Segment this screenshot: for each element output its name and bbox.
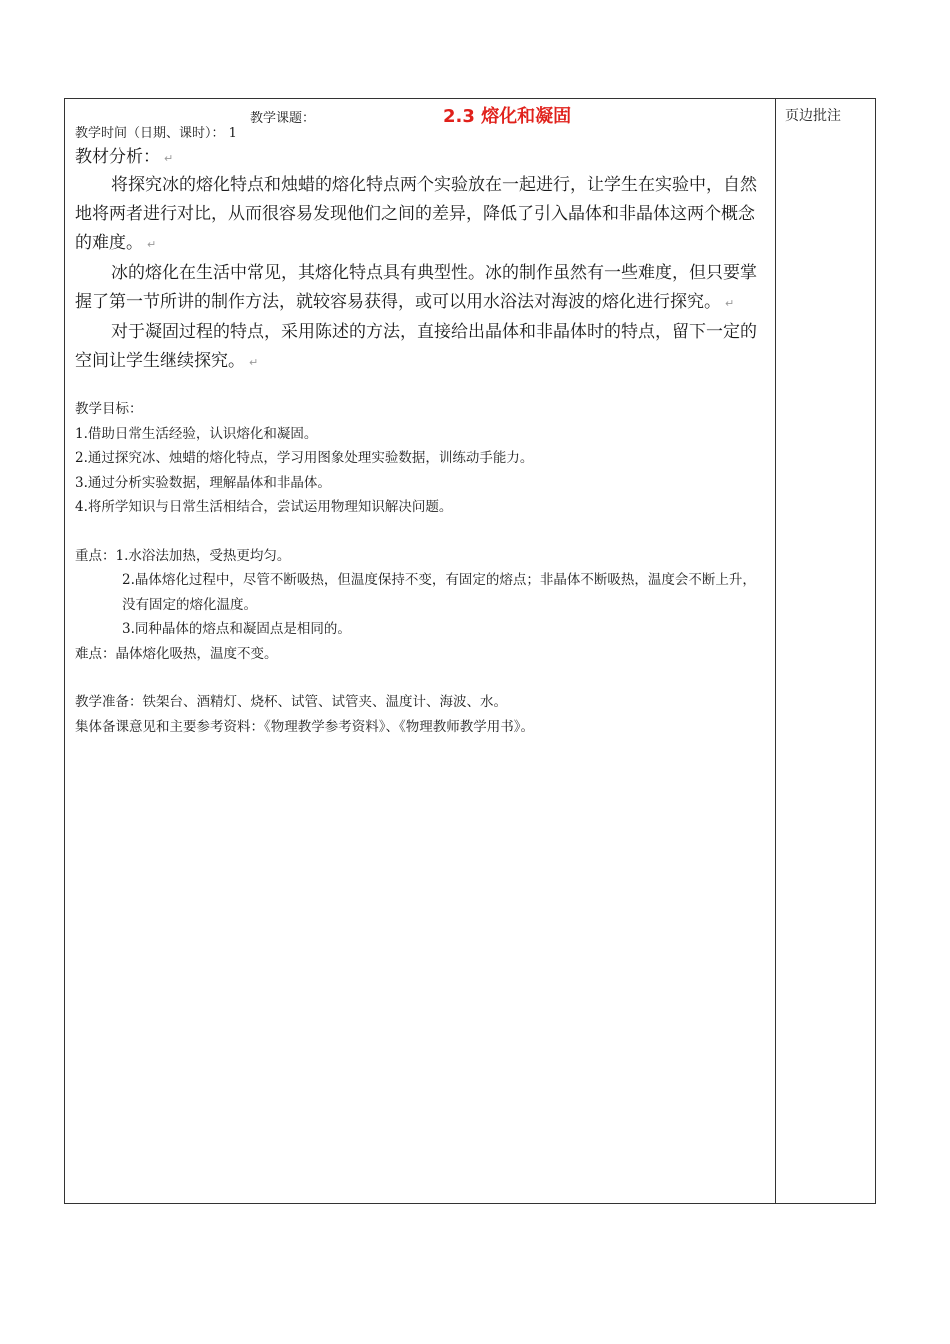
- topic-row: [75, 99, 767, 125]
- paragraph-mark-icon: ↵: [164, 152, 174, 165]
- objective-item: 2.通过探究冰、烛蜡的熔化特点，学习用图象处理实验数据，训练动手能力。: [75, 450, 534, 466]
- key-points-section: [75, 544, 767, 667]
- objective-item: 3.通过分析实验数据，理解晶体和非晶体。: [75, 474, 331, 491]
- paragraph-mark-icon: ↵: [147, 238, 157, 251]
- column-divider: [775, 99, 776, 1203]
- teaching-materials: 教学准备：铁架台、酒精灯、烧杯、试管、试管夹、温度计、海波、水。: [75, 694, 507, 710]
- paragraph-mark-icon: ↵: [249, 356, 259, 369]
- difficulty: 难点：晶体熔化吸热，温度不变。: [75, 645, 278, 662]
- lesson-plan-table: [64, 98, 876, 1204]
- objectives-section: [75, 397, 767, 520]
- margin-notes-label: 页边批注: [785, 108, 841, 124]
- main-content: [75, 99, 767, 739]
- key-point: 重点：1.水浴法加热，受热更均匀。: [75, 547, 291, 564]
- lesson-title: 2.3 熔化和凝固: [443, 106, 572, 127]
- teaching-time: 教学时间（日期、课时）： 1: [75, 126, 237, 141]
- reference-materials: 集体备课意见和主要参考资料：《物理教学参考资料》、《物理教师教学用书》。: [75, 718, 534, 735]
- key-point: 3.同种晶体的熔点和凝固点是相同的。: [122, 621, 351, 637]
- topic-label: 教学课题：: [250, 111, 316, 126]
- preparation-section: [75, 690, 767, 739]
- analysis-heading: 教材分析： ↵: [75, 147, 174, 167]
- key-point: 2.晶体熔化过程中，尽管不断吸热，但温度保持不变，有固定的熔点；非晶体不断吸热，温度会不断上升，没有固定的熔化温度。: [122, 572, 756, 613]
- objective-item: 4.将所学知识与日常生活相结合，尝试运用物理知识解决问题。: [75, 499, 453, 515]
- analysis-paragraph: 对于凝固过程的特点，采用陈述的方法，直接给出晶体和非晶体时的特点，留下一定的空间让学生继续探究。 ↵: [75, 322, 757, 371]
- analysis-section: [75, 171, 767, 377]
- analysis-paragraph: 将探究冰的熔化特点和烛蜡的熔化特点两个实验放在一起进行，让学生在实验中，自然地将两者进行对比，从而很容易发现他们之间的差异，降低了引入晶体和非晶体这两个概念的难度。 ↵: [75, 175, 757, 253]
- paragraph-mark-icon: ↵: [725, 297, 735, 310]
- objective-item: 1.借助日常生活经验，认识熔化和凝固。: [75, 425, 318, 442]
- analysis-paragraph: 冰的熔化在生活中常见，其熔化特点具有典型性。冰的制作虽然有一些难度，但只要掌握了第一节所讲的制作方法，就较容易获得，或可以用水浴法对海波的熔化进行探究。 ↵: [75, 263, 757, 312]
- objectives-heading: 教学目标：: [75, 401, 143, 417]
